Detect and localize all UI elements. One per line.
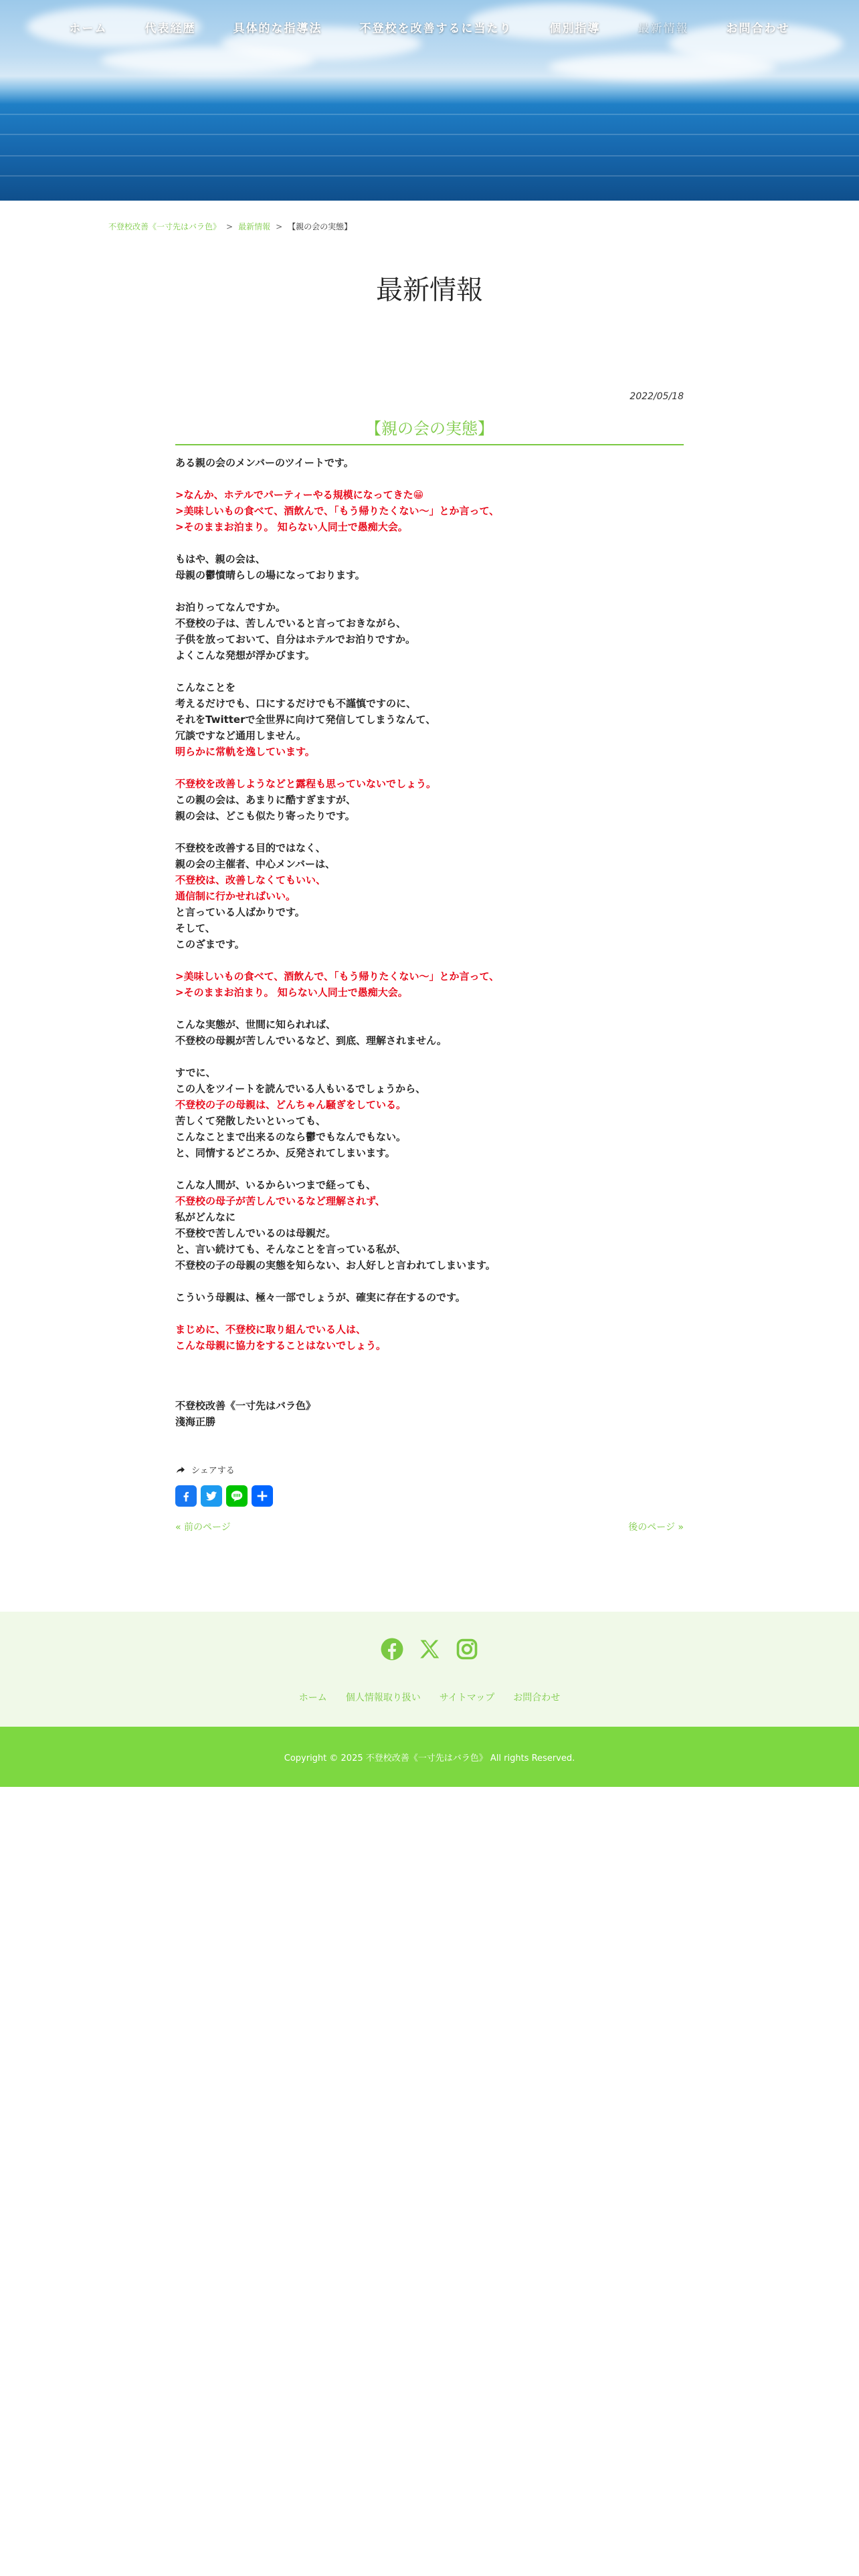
body-line: よくこんな発想が浮かびます。	[175, 649, 315, 661]
share-arrow-icon	[175, 1465, 186, 1475]
page-title: 最新情報	[376, 275, 483, 306]
wave	[0, 175, 859, 177]
body-line: 不登校の子の母親の実態を知らない、お人好しと言われてしまいます。	[175, 1259, 496, 1271]
highlighted-line: 不登校は、改善しなくてもいい、	[175, 874, 326, 886]
body-line: もはや、親の会は、	[175, 553, 266, 565]
instagram-icon[interactable]	[455, 1637, 479, 1661]
body-line: ある親の会のメンバーのツイートです。	[175, 457, 354, 469]
article	[175, 391, 684, 1533]
prev-page-link[interactable]: « 前のページ	[175, 1522, 231, 1533]
body-line: 考えるだけでも、口にするだけでも不謹慎ですのに、	[175, 697, 417, 710]
global-nav	[0, 16, 859, 38]
twitter-share-button[interactable]	[201, 1485, 222, 1507]
nav-item-individual[interactable]: 個別指導	[549, 22, 601, 35]
facebook-icon	[179, 1489, 193, 1503]
body-line: 子供を放っておいて、自分はホテルでお泊りですか。	[175, 633, 415, 645]
share-plus-button[interactable]	[252, 1485, 273, 1507]
line-icon	[229, 1489, 244, 1503]
nav-item-method[interactable]: 具体的な指導法	[233, 22, 322, 35]
highlighted-line: 不登校を改善しようなどと露程も思っていないでしょう。	[175, 778, 437, 790]
body-paragraph	[175, 1289, 684, 1305]
body-line: お泊りってなんですか。	[175, 601, 286, 613]
breadcrumb	[108, 221, 352, 232]
body-paragraph	[175, 455, 684, 471]
body-line: 不登校の母親が苦しんでいるなど、到底、理解されません。	[175, 1035, 447, 1047]
highlighted-line: >なんか、ホテルでパーティーやる規模になってきた😁	[175, 489, 424, 501]
highlighted-line: まじめに、不登校に取り組んでいる人は、	[175, 1323, 367, 1335]
body-paragraph	[175, 840, 684, 952]
body-line: と、同情するどころか、反発されてしまいます。	[175, 1147, 395, 1159]
highlighted-line: こんな母親に協力をすることはないでしょう。	[175, 1339, 387, 1352]
body-line: こんなことを	[175, 681, 236, 693]
share-label: シェアする	[191, 1466, 235, 1476]
body-line: この人をツイートを読んでいる人もいるでしょうから、	[175, 1083, 426, 1095]
next-page-link[interactable]: 後のページ »	[628, 1522, 684, 1533]
twitter-icon	[204, 1489, 219, 1503]
breadcrumb-separator: >	[276, 222, 283, 231]
body-line: 親の会の主催者、中心メンバーは、	[175, 858, 335, 870]
nav-item-news[interactable]: 最新情報	[638, 22, 689, 35]
copyright-bar	[0, 1727, 859, 1787]
x-icon[interactable]	[417, 1637, 442, 1661]
footer-link-sitemap[interactable]: サイトマップ	[439, 1693, 495, 1703]
highlighted-line: 通信制に行かせればいい。	[175, 890, 296, 902]
wave	[0, 134, 859, 135]
body-paragraph	[175, 968, 684, 1000]
footer	[0, 1612, 859, 1727]
body-paragraph	[175, 1065, 684, 1161]
post-title: 【親の会の実態】	[175, 415, 684, 445]
share-buttons	[175, 1485, 684, 1507]
facebook-icon[interactable]	[380, 1637, 404, 1661]
signature-name: 淺海正勝	[175, 1416, 216, 1428]
body-line: このざまです。	[175, 938, 245, 950]
wave	[0, 155, 859, 156]
body-paragraph	[175, 487, 684, 535]
breadcrumb-home-link[interactable]: 不登校改善《一寸先はバラ色》	[108, 222, 221, 231]
body-line: すでに、	[175, 1067, 216, 1079]
body-line: 冗談ですなど通用しません。	[175, 730, 306, 742]
post-date: 2022/05/18	[630, 391, 684, 402]
body-line: 私がどんなに	[175, 1211, 236, 1223]
body-line: 不登校を改善する目的ではなく、	[175, 842, 326, 854]
body-line: と言っている人ばかりです。	[175, 906, 305, 918]
post-body	[175, 455, 684, 1354]
signature-line: 不登校改善《一寸先はバラ色》	[175, 1400, 316, 1412]
line-share-button[interactable]	[226, 1485, 248, 1507]
body-paragraph	[175, 1321, 684, 1354]
hero-header	[0, 0, 859, 201]
share-plus-icon	[255, 1489, 270, 1503]
body-line: こんなことまで出来るのなら鬱でもなんでもない。	[175, 1131, 407, 1143]
body-line: こんな人間が、いるからいつまで経っても、	[175, 1179, 377, 1191]
body-line: こういう母親は、極々一部でしょうが、確実に存在するのです。	[175, 1291, 466, 1303]
highlighted-line: 不登校の子の母親は、どんちゃん騒ぎをしている。	[175, 1099, 407, 1111]
breadcrumb-section-link[interactable]: 最新情報	[238, 222, 271, 231]
nav-item-contact[interactable]: お問合わせ	[726, 22, 790, 35]
footer-link-privacy[interactable]: 個人情報取り扱い	[345, 1693, 421, 1703]
body-line: 母親の鬱憤晴らしの場になっております。	[175, 569, 365, 581]
body-paragraph	[175, 1177, 684, 1273]
body-paragraph	[175, 776, 684, 824]
pager	[175, 1520, 684, 1533]
facebook-share-button[interactable]	[175, 1485, 197, 1507]
copyright-text: Copyright © 2025 不登校改善《一寸先はバラ色》 All rights Reserved.	[284, 1753, 575, 1763]
highlighted-line: 不登校の母子が苦しんでいるなど理解されず、	[175, 1195, 385, 1207]
body-paragraph	[175, 599, 684, 663]
body-line: と、言い続けても、そんなことを言っている私が、	[175, 1243, 407, 1255]
highlighted-line: 明らかに常軌を逸しています。	[175, 746, 315, 758]
body-line: 不登校の子は、苦しんでいると言っておきながら、	[175, 617, 407, 629]
footer-link-contact[interactable]: お問合わせ	[513, 1693, 561, 1703]
body-line: 苦しくて発散したいといっても、	[175, 1115, 326, 1127]
cloud	[549, 53, 776, 80]
wave	[0, 114, 859, 115]
body-paragraph	[175, 679, 684, 760]
footer-link-home[interactable]: ホーム	[298, 1693, 327, 1703]
body-paragraph	[175, 1016, 684, 1049]
cloud	[100, 47, 314, 74]
breadcrumb-separator: >	[226, 222, 233, 231]
body-line: そして、	[175, 922, 215, 934]
body-line: こんな実態が、世間に知られれば、	[175, 1018, 337, 1031]
body-paragraph	[175, 551, 684, 583]
highlighted-line: >そのままお泊まり。 知らない人同士で愚痴大会。	[175, 986, 408, 998]
nav-item-profile[interactable]: 代表経歴	[145, 22, 196, 35]
body-line: 親の会は、どこも似たり寄ったりです。	[175, 810, 355, 822]
footer-links	[0, 1691, 859, 1704]
body-line: それをTwitterで全世界に向けて発信してしまうなんて、	[175, 714, 436, 726]
nav-item-home[interactable]: ホーム	[69, 22, 108, 35]
highlighted-line: >美味しいもの食べて、酒飲んで、「もう帰りたくない〜」とか言って、	[175, 505, 500, 517]
footer-social-icons	[0, 1637, 859, 1661]
breadcrumb-current: 【親の会の実態】	[288, 222, 353, 231]
body-line: 不登校で苦しんでいるのは母親だ。	[175, 1227, 337, 1239]
highlighted-line: >そのままお泊まり。 知らない人同士で愚痴大会。	[175, 521, 408, 533]
post-signature	[175, 1398, 684, 1430]
body-line: この親の会は、あまりに酷すぎますが、	[175, 794, 357, 806]
highlighted-line: >美味しいもの食べて、酒飲んで、「もう帰りたくない〜」とか言って、	[175, 970, 500, 982]
nav-item-approach[interactable]: 不登校を改善するに当たり	[359, 22, 512, 35]
share-section	[175, 1463, 684, 1476]
